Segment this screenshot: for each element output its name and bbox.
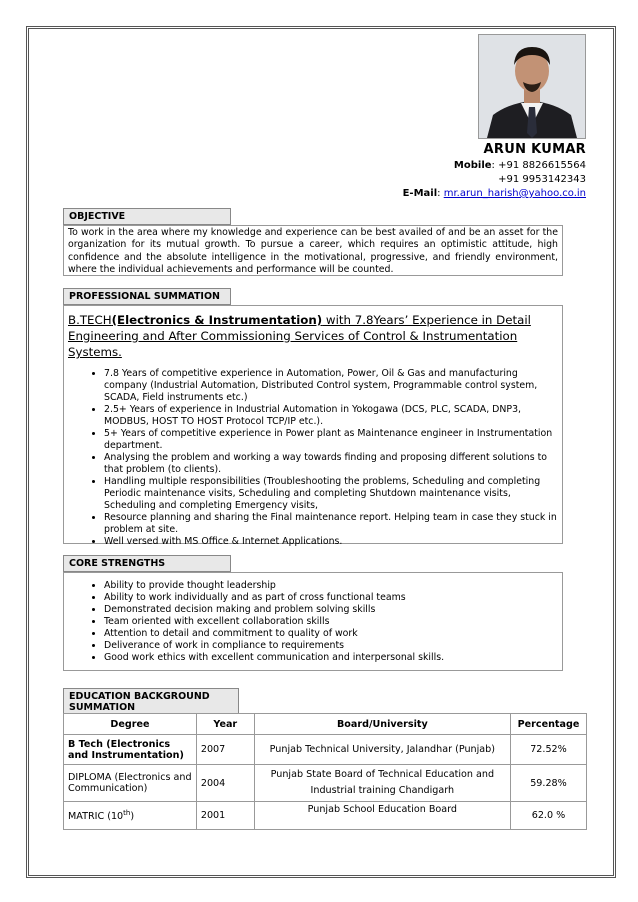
mobile-line-2 — [498, 174, 586, 185]
candidate-name: ARUN KUMAR — [483, 142, 586, 157]
list-item: • Resource planning and sharing the Final maintenance report. Helping team in case they stuck in problem at site. — [104, 512, 562, 536]
core-strengths-header: CORE STRENGTHS — [63, 555, 231, 572]
email-link[interactable]: mr.arun_harish@yahoo.co.in — [443, 188, 586, 199]
degree-bold: (Electronics & Instrumentation) — [111, 313, 323, 327]
degree-title — [64, 306, 562, 360]
board-line-1: Punjab State Board of Technical Education and — [270, 769, 495, 780]
degree-rest: with 7.8Years’ Experience in Detail Engineering and After Commissioning Services of Control & Instrumentation Systems. — [68, 313, 531, 359]
list-item: • Good work ethics with excellent communication and interpersonal skills. — [104, 652, 562, 664]
degree-text-end: ) — [130, 811, 135, 823]
list-item: • Ability to work individually and as part of cross functional teams — [104, 592, 562, 604]
mobile-number-2: +91 9953142343 — [498, 174, 586, 185]
list-item: • Deliverance of work in compliance to requirements — [104, 640, 562, 652]
summation-header: PROFESSIONAL SUMMATION — [63, 288, 231, 305]
education-header-line-1: EDUCATION BACKGROUND — [69, 691, 210, 702]
objective-text: To work in the area where my knowledge and experience can be best availed of and be an asset for the organization for its mutual growth. To pursue a career, which requires an optimistic attitude, high confidence and the absolute intelligence in the motivational, progressive, and friendly environment, where the individual achievements and performance will be counted. — [68, 227, 558, 275]
year-cell: 2007 — [196, 735, 254, 765]
list-item: • Ability to provide thought leadership — [104, 580, 562, 592]
core-strengths-list — [64, 580, 562, 664]
summation-list — [64, 368, 562, 548]
list-item: • Handling multiple responsibilities (Troubleshooting the problems, Scheduling and completing Periodic maintenance visits, Scheduling and completing Shutdown maintenance visits, Scheduling and completing Emergency visits, — [104, 476, 562, 512]
percentage-cell: 59.28% — [510, 765, 586, 802]
list-item: • 2.5+ Years of experience in Industrial Automation in Yokogawa (DCS, PLC, SCADA, DNP3, MODBUS, HOST TO HOST Protocol TCP/IP etc.). — [104, 404, 562, 428]
list-item: • Team oriented with excellent collaboration skills — [104, 616, 562, 628]
mobile-label: Mobile — [453, 160, 492, 171]
mobile-number-1: +91 8826615564 — [498, 160, 586, 171]
list-item: • Well versed with MS Office & Internet Applications. — [104, 536, 562, 548]
summation-box — [63, 305, 563, 547]
column-header-board: Board/University — [254, 714, 510, 735]
mobile-line-1: Mobile: +91 8826615564 — [453, 160, 586, 171]
degree-cell: DIPLOMA (Electronics and Communication) — [64, 765, 197, 802]
list-item: • 7.8 Years of competitive experience in Automation, Power, Oil & Gas and manufacturing company (Industrial Automation, Distributed Control system, Programmable control system, SCADA, Field instruments etc.) — [104, 368, 562, 404]
email-label: E-Mail — [402, 188, 438, 199]
degree-cell: B Tech (Electronics and Instrumentation) — [64, 735, 197, 765]
column-header-year: Year — [196, 714, 254, 735]
column-header-degree: Degree — [64, 714, 197, 735]
list-item: • 5+ Years of competitive experience in Power plant as Maintenance engineer in Instrumentation department. — [104, 428, 562, 452]
degree-superscript: th — [123, 808, 131, 817]
objective-box — [63, 225, 563, 276]
board-line-2: Industrial training Chandigarh — [310, 785, 455, 796]
percentage-cell: 62.0 % — [510, 802, 586, 830]
column-header-percentage: Percentage — [510, 714, 586, 735]
degree-cell — [64, 802, 197, 830]
email-line: E-Mail: mr.arun_harish@yahoo.co.in — [402, 188, 586, 199]
table-row — [64, 765, 587, 802]
education-header — [63, 688, 239, 714]
table-row — [64, 802, 587, 830]
board-cell: Punjab Technical University, Jalandhar (Punjab) — [254, 735, 510, 765]
board-cell: Punjab School Education Board — [254, 802, 510, 830]
year-cell: 2001 — [196, 802, 254, 830]
degree-prefix: B.TECH — [68, 313, 112, 327]
degree-text: MATRIC (10 — [68, 811, 124, 823]
year-cell: 2004 — [196, 765, 254, 802]
table-header-row — [64, 714, 587, 735]
education-table — [63, 713, 587, 830]
core-strengths-box — [63, 572, 563, 671]
percentage-cell: 72.52% — [510, 735, 586, 765]
board-cell — [254, 765, 510, 802]
education-header-line-2: SUMMATION — [69, 702, 136, 713]
profile-photo — [478, 34, 586, 139]
list-item: • Demonstrated decision making and problem solving skills — [104, 604, 562, 616]
table-row — [64, 735, 587, 765]
objective-header: OBJECTIVE — [63, 208, 231, 225]
list-item: • Attention to detail and commitment to quality of work — [104, 628, 562, 640]
list-item: • Analysing the problem and working a way towards finding and proposing different solutions to that problem (to clients). — [104, 452, 562, 476]
